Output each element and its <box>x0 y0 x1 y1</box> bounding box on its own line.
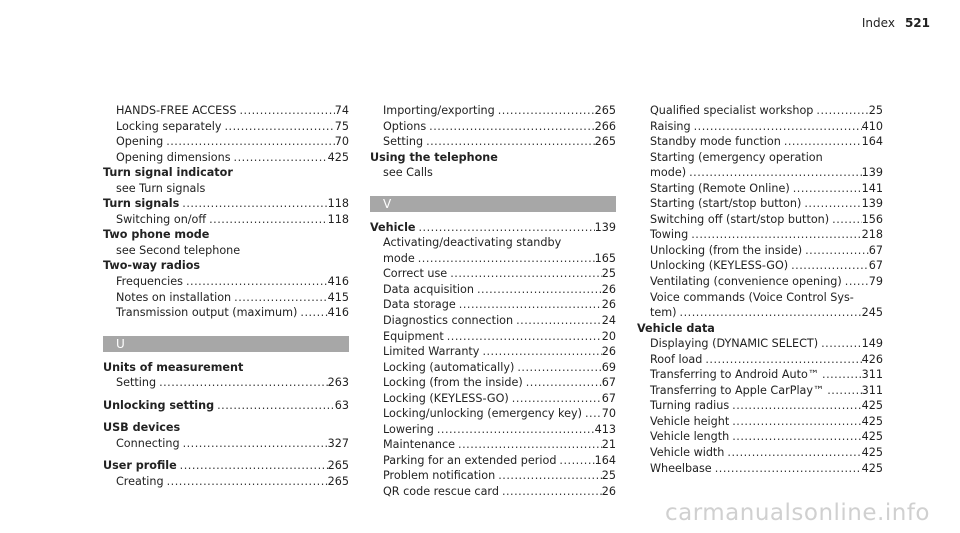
index-entry: Data acquisition ..... 26 <box>370 282 616 298</box>
index-entry: Vehicle height ..... 425 <box>637 414 883 430</box>
index-entry: Transmission output (maximum) ..... 416 <box>103 305 349 321</box>
letter-divider-v: V <box>370 196 616 212</box>
index-heading: Using the telephone <box>370 150 498 164</box>
index-entry: HANDS-FREE ACCESS ..... 74 <box>103 103 349 119</box>
index-entry: Switching off (start/stop button) ..... 156 <box>637 212 883 228</box>
index-heading: Vehicle data <box>637 321 715 335</box>
index-entry: Turning radius ..... 425 <box>637 398 883 414</box>
index-entry: Qualified specialist workshop ..... 25 <box>637 103 883 119</box>
index-entry: Importing/exporting ..... 265 <box>370 103 616 119</box>
index-entry: Parking for an extended period ..... 164 <box>370 453 616 469</box>
index-entry: Roof load ..... 426 <box>637 352 883 368</box>
index-entry: Locking separately ..... 75 <box>103 119 349 135</box>
index-entry: Starting (Remote Online) ..... 141 <box>637 181 883 197</box>
index-heading: Vehicle ..... 139 <box>370 220 616 236</box>
index-entry: Notes on installation ..... 415 <box>103 290 349 306</box>
index-heading: Unlocking setting ..... 63 <box>103 398 349 414</box>
index-heading: Two-way radios <box>103 259 201 273</box>
index-see-ref: see Second telephone <box>116 243 241 257</box>
index-entry: Locking (automatically) ..... 69 <box>370 360 616 376</box>
index-entry: Transferring to Apple CarPlay™ ..... 311 <box>637 383 883 399</box>
index-heading: Units of measurement <box>103 360 244 374</box>
index-entry: Opening ..... 70 <box>103 134 349 150</box>
index-entry: Vehicle width ..... 425 <box>637 445 883 461</box>
index-entry: Creating ..... 265 <box>103 474 349 490</box>
index-entry: Equipment ..... 20 <box>370 329 616 345</box>
page-number: 521 <box>904 16 930 30</box>
index-entry: Locking (from the inside) ..... 67 <box>370 375 616 391</box>
index-entry: Starting (emergency operation <box>650 150 823 164</box>
index-see-ref: see Turn signals <box>116 181 206 195</box>
index-entry: Diagnostics connection ..... 24 <box>370 313 616 329</box>
index-heading: User profile ..... 265 <box>103 458 349 474</box>
index-entry: Frequencies ..... 416 <box>103 274 349 290</box>
index-heading: USB devices <box>103 421 181 435</box>
index-entry: Wheelbase ..... 425 <box>637 461 883 477</box>
index-entry: Transferring to Android Auto™ ..... 311 <box>637 367 883 383</box>
index-entry: Setting ..... 265 <box>370 134 616 150</box>
index-heading: Turn signal indicator <box>103 166 233 180</box>
section-title: Index <box>861 16 895 30</box>
index-entry: Ventilating (convenience opening) ..... 79 <box>637 274 883 290</box>
index-see-ref: see Calls <box>383 166 433 180</box>
index-entry: mode) ..... 139 <box>637 165 883 181</box>
index-entry: QR code rescue card ..... 26 <box>370 484 616 500</box>
index-entry: Vehicle length ..... 425 <box>637 429 883 445</box>
index-entry: Switching on/off ..... 118 <box>103 212 349 228</box>
index-entry: Connecting ..... 327 <box>103 436 349 452</box>
index-entry: Starting (start/stop button) ..... 139 <box>637 196 883 212</box>
index-entry: Lowering ..... 413 <box>370 422 616 438</box>
letter-divider-u: U <box>103 336 349 352</box>
index-entry: Voice commands (Voice Control Sys- <box>650 290 854 304</box>
index-entry: mode ..... 165 <box>370 251 616 267</box>
page-header <box>862 16 930 30</box>
index-entry: Locking/unlocking (emergency key) ..... 70 <box>370 406 616 422</box>
index-column-1 <box>103 103 349 489</box>
index-entry: Locking (KEYLESS-GO) ..... 67 <box>370 391 616 407</box>
index-entry: Correct use ..... 25 <box>370 266 616 282</box>
index-entry: Activating/deactivating standby <box>383 236 562 250</box>
index-entry: Raising ..... 410 <box>637 119 883 135</box>
index-entry: Unlocking (KEYLESS-GO) ..... 67 <box>637 258 883 274</box>
index-entry: Data storage ..... 26 <box>370 297 616 313</box>
index-entry: Setting ..... 263 <box>103 375 349 391</box>
index-entry: Problem notification ..... 25 <box>370 468 616 484</box>
watermark: carmanualsonline.info <box>664 500 930 526</box>
index-entry: Options ..... 266 <box>370 119 616 135</box>
index-entry: Limited Warranty ..... 26 <box>370 344 616 360</box>
index-entry: Unlocking (from the inside) ..... 67 <box>637 243 883 259</box>
index-entry: tem) ..... 245 <box>637 305 883 321</box>
index-heading: Turn signals ..... 118 <box>103 196 349 212</box>
index-entry: Maintenance ..... 21 <box>370 437 616 453</box>
index-entry: Displaying (DYNAMIC SELECT) ..... 149 <box>637 336 883 352</box>
index-heading: Two phone mode <box>103 228 210 242</box>
index-column-3 <box>637 103 883 476</box>
index-entry: Opening dimensions ..... 425 <box>103 150 349 166</box>
index-entry: Standby mode function ..... 164 <box>637 134 883 150</box>
index-column-2 <box>370 103 616 500</box>
index-entry: Towing ..... 218 <box>637 227 883 243</box>
